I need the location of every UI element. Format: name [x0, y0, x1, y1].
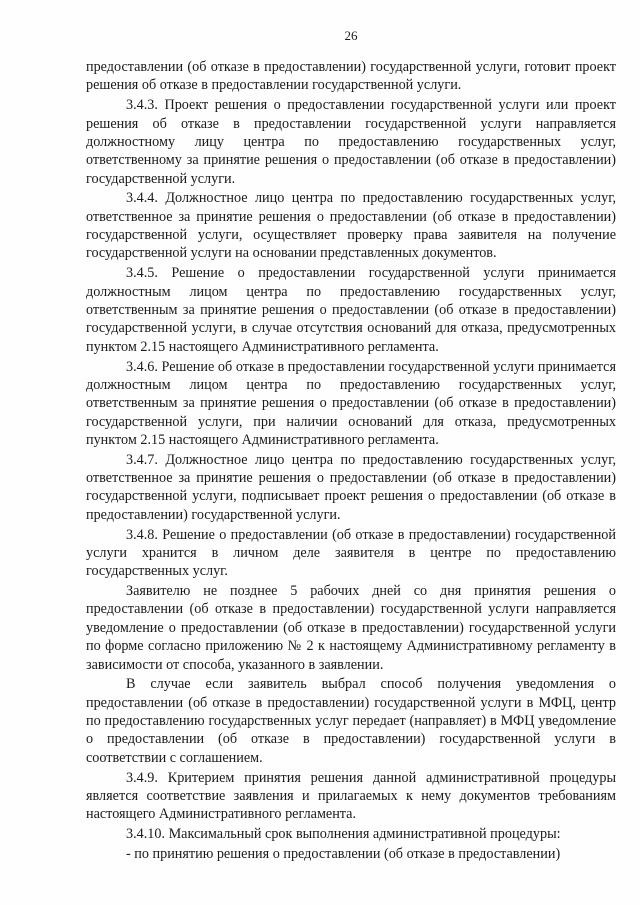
paragraph-3-4-5: 3.4.5. Решение о предоставлении государственной услуги принимается должностным лицом центра по предоставлению государственных услуг, ответственным за принятие решения о предоставлении (об отказе в предоставлении) государственной услуги, в случае отсутствия оснований для отказа, предусмотренных пунктом 2.15 настоящего Административного регламента. [86, 265, 616, 355]
paragraph-3-4-6: 3.4.6. Решение об отказе в предоставлении государственной услуги принимается должностным лицом центра по предоставлению государственных услуг, ответственным за принятие решения о предоставлении (об отказе в предоставлении) государственной услуги, при наличии оснований для отказа, предусмотренных пунктом 2.15 настоящего Административного регламента. [86, 358, 616, 448]
paragraph-3-4-10: 3.4.10. Максимальный срок выполнения административной процедуры: [126, 826, 561, 843]
paragraph-3-4-3: 3.4.3. Проект решения о предоставлении государственной услуги или проект решения об отказе в предоставлении государственной услуги направляется должностному лицу центра по предоставлению государственных услуг, ответственному за принятие решения о предоставлении (об отказе в предоставлении) государственной услуги. [86, 97, 616, 187]
paragraph-3-4-4: 3.4.4. Должностное лицо центра по предоставлению государственных услуг, ответственное за принятие решения о предоставлении (об отказе в предоставлении) государственной услуги, осуществляет проверку права заявителя на получение государственной услуги на основании представленных документов. [86, 190, 616, 262]
paragraph-1: предоставлении (об отказе в предоставлении) государственной услуги, готовит проект решения об отказе в предоставлении государственной услуги. [86, 59, 616, 94]
paragraph-notification: Заявителю не позднее 5 рабочих дней со дня принятия решения о предоставлении (об отказе в предоставлении) государственной услуги направляется уведомление о предоставлении (об отказе в предоставлении) государственной услуги по форме согласно приложению № 2 к настоящему Административному регламенту в зависимости от способа, указанного в заявлении. [86, 583, 616, 673]
paragraph-3-4-7: 3.4.7. Должностное лицо центра по предоставлению государственных услуг, ответственное за принятие решения о предоставлении (об отказе в предоставлении) государственной услуги, подписывает проект решения о предоставлении (об отказе в предоставлении) государственной услуги. [86, 451, 616, 523]
paragraph-3-4-9: 3.4.9. Критерием принятия решения данной административной процедуры является соответствие заявления и прилагаемых к нему документов требованиям настоящего Административного регламента. [86, 769, 616, 823]
page-number: 26 [344, 28, 358, 43]
paragraph-mfc: В случае если заявитель выбрал способ получения уведомления о предоставлении (об отказе в предоставлении) государственной услуги в МФЦ, центр по предоставлению государственных услуг передает (направляет) в МФЦ уведомление о предоставлении (об отказе в предоставлении) государственной услуги в соответствии с соглашением. [86, 676, 616, 766]
list-item-decision: - по принятию решения о предоставлении (об отказе в предоставлении) [126, 845, 561, 862]
paragraph-3-4-8: 3.4.8. Решение о предоставлении (об отказе в предоставлении) государственной услуги хранится в личном деле заявителя в центре по предоставлению государственных услуг. [86, 526, 616, 580]
